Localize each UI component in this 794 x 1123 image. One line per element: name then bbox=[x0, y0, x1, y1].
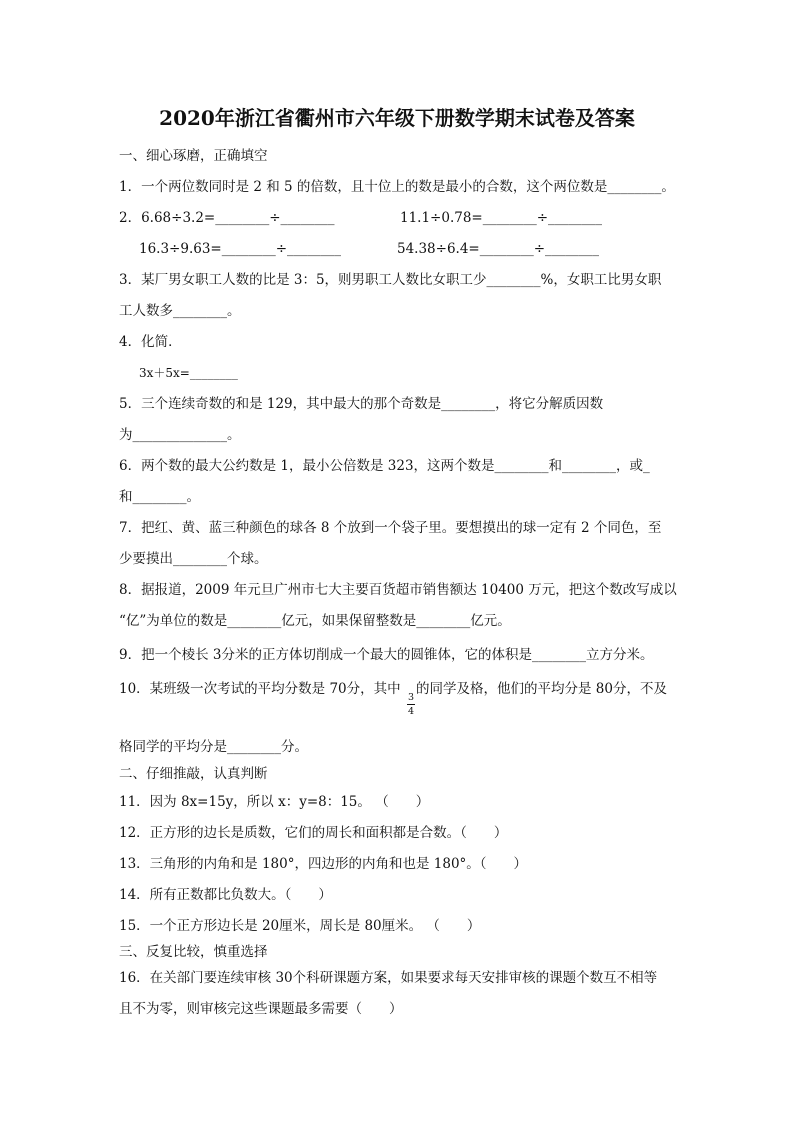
question-9: 9．把一个棱长 3分米的正方体切削成一个最大的圆锥体，它的体积是________立方分米。 bbox=[119, 647, 654, 663]
question-7-line-2: 少要摸出________个球。 bbox=[119, 551, 268, 567]
question-12: 12．正方形的边长是质数，它们的周长和面积都是合数。（ ） bbox=[119, 825, 508, 841]
question-10-line-1-end: 的同学及格，他们的平均分是 80分，不及 bbox=[416, 681, 667, 697]
section-heading-1: 一、细心琢磨，正确填空 bbox=[119, 148, 268, 164]
question-4-line-1: 4．化简． bbox=[119, 334, 182, 350]
fraction-denominator: 4 bbox=[407, 706, 415, 717]
question-14: 14．所有正数都比负数大。（ ） bbox=[119, 887, 332, 903]
question-8-line-1: 8．据报道，2009 年元旦广州市七大主要百货超市销售额达 10400 万元，把这个数改写成以 bbox=[119, 582, 677, 598]
question-3-line-2: 工人数多________。 bbox=[119, 303, 241, 319]
question-4-expression: 3x＋5x=________ bbox=[139, 366, 238, 380]
question-16-line-2: 且不为零，则审核完这些课题最多需要（ ） bbox=[119, 1001, 403, 1017]
fraction-bar bbox=[407, 704, 415, 705]
question-15: 15．一个正方形边长是 20厘米，周长是 80厘米。 （ ） bbox=[119, 918, 481, 934]
question-7-line-1: 7．把红、黄、蓝三种颜色的球各 8 个放到一个袋子里。要想摸出的球一定有 2 个同色，至 bbox=[119, 520, 662, 536]
question-2-part-d: 54.38÷6.4=________÷________ bbox=[397, 241, 600, 257]
question-3-line-1: 3．某厂男女职工人数的比是 3：5，则男职工人数比女职工少________%，女职工比男女职 bbox=[119, 272, 662, 288]
question-8-line-2: “亿”为单位的数是________亿元，如果保留整数是________亿元。 bbox=[119, 613, 511, 629]
question-5-line-1: 5．三个连续奇数的和是 129，其中最大的那个奇数是________，将它分解质因数 bbox=[119, 396, 604, 412]
question-2-part-b: 11.1÷0.78=________÷________ bbox=[400, 210, 603, 226]
page-title: 2020年浙江省衢州市六年级下册数学期末试卷及答案 bbox=[159, 106, 635, 130]
section-heading-2: 二、仔细推敲，认真判断 bbox=[119, 766, 268, 782]
question-6-line-1: 6．两个数的最大公约数是 1，最小公倍数是 323，这两个数是________和________，或_ bbox=[119, 458, 650, 474]
fraction-numerator: 3 bbox=[407, 692, 415, 703]
question-5-line-2: 为______________。 bbox=[119, 427, 241, 443]
question-10-line-1-start: 10．某班级一次考试的平均分数是 70分，其中 bbox=[119, 681, 401, 697]
question-13: 13．三角形的内角和是 180°，四边形的内角和也是 180°。（ ） bbox=[119, 856, 528, 872]
question-16-line-1: 16．在关部门要连续审核 30个科研课题方案，如果要求每天安排审核的课题个数互不相等 bbox=[119, 970, 658, 986]
question-10-line-2: 格同学的平均分是________分。 bbox=[119, 739, 308, 755]
section-heading-3: 三、反复比较，慎重选择 bbox=[119, 944, 268, 960]
question-11: 11．因为 8x=15y，所以 x：y=8：15。 （ ） bbox=[119, 794, 430, 810]
question-2-part-a: 2．6.68÷3.2=________÷________ bbox=[119, 210, 335, 226]
question-1: 1．一个两位数同时是 2 和 5 的倍数，且十位上的数是最小的合数，这个两位数是________。 bbox=[119, 179, 675, 195]
question-2-part-c: 16.3÷9.63=________÷________ bbox=[139, 241, 342, 257]
question-6-line-2: 和________。 bbox=[119, 489, 200, 505]
